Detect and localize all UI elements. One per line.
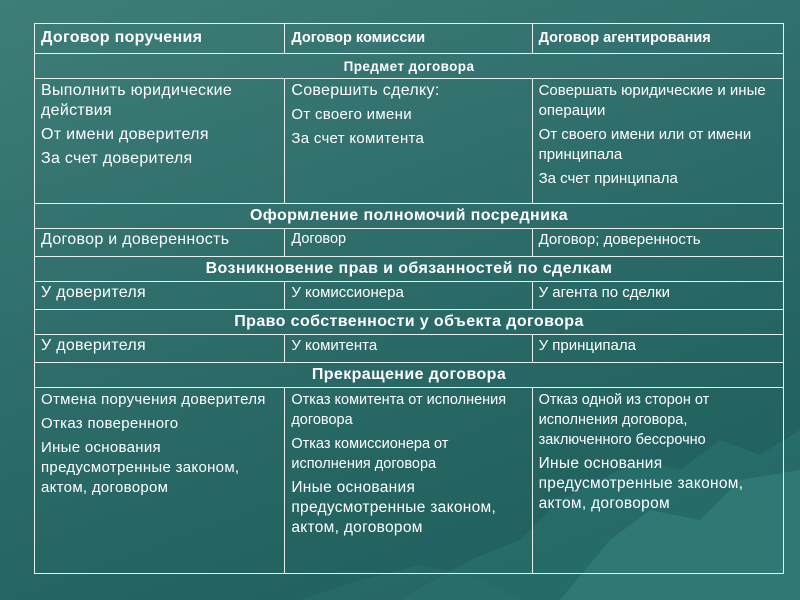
list-item: Выполнить юридические действия bbox=[41, 82, 233, 119]
cell-subject-commission bbox=[285, 79, 532, 204]
header-cell-commission: Договор комиссии bbox=[285, 24, 532, 54]
cell-subject-agent bbox=[532, 79, 783, 204]
list-item: Иные основания предусмотренные законом, актом, договором bbox=[41, 439, 240, 496]
list-item: Отмена поручения доверителя bbox=[41, 391, 266, 408]
section-title-ownership: Право собственности у объекта договора bbox=[35, 310, 784, 335]
row-subject bbox=[35, 79, 784, 204]
cell-rights-agent: У агента по сделки bbox=[532, 282, 783, 310]
cell-ownership-agent: У принципала bbox=[532, 335, 783, 363]
list-item: За счет принципала bbox=[538, 170, 678, 187]
cell-authority-agency: Договор и доверенность bbox=[35, 229, 285, 257]
row-authority bbox=[35, 229, 784, 257]
list-item: За счет комитента bbox=[291, 130, 425, 147]
list-item: От имени доверителя bbox=[41, 126, 209, 143]
cell-subject-agency bbox=[35, 79, 285, 204]
section-title-authority: Оформление полномочий посредника bbox=[35, 204, 784, 229]
list-item: За счет доверителя bbox=[41, 150, 193, 167]
list-item: От своего имени или от имени принципала bbox=[538, 126, 752, 163]
list-item: От своего имени bbox=[291, 106, 412, 123]
cell-ownership-commission: У комитента bbox=[285, 335, 532, 363]
row-ownership bbox=[35, 335, 784, 363]
cell-ownership-agency: У доверителя bbox=[35, 335, 285, 363]
list-item: Отказ одной из сторон от исполнения договора, заключенного бессрочно bbox=[538, 392, 710, 448]
section-row-termination bbox=[35, 363, 784, 388]
list-item: Иные основания предусмотренные законом, актом, договором bbox=[291, 479, 497, 536]
cell-authority-agent: Договор; доверенность bbox=[532, 229, 783, 257]
header-cell-agent: Договор агентирования bbox=[532, 24, 783, 54]
header-cell-agency: Договор поручения bbox=[35, 24, 285, 54]
list-item: Совершить сделку: bbox=[291, 82, 440, 99]
row-rights bbox=[35, 282, 784, 310]
list-item: Иные основания предусмотренные законом, актом, договором bbox=[538, 455, 744, 512]
list-item: Отказ комитента от исполнения договора bbox=[291, 392, 507, 428]
cell-authority-commission: Договор bbox=[285, 229, 532, 257]
section-row-subject bbox=[35, 54, 784, 79]
row-termination bbox=[35, 388, 784, 574]
comparison-table bbox=[34, 23, 784, 574]
list-item: Отказ поверенного bbox=[41, 415, 179, 432]
section-row-authority bbox=[35, 204, 784, 229]
section-row-rights bbox=[35, 257, 784, 282]
cell-rights-agency: У доверителя bbox=[35, 282, 285, 310]
section-title-subject: Предмет договора bbox=[35, 54, 784, 79]
cell-rights-commission: У комиссионера bbox=[285, 282, 532, 310]
cell-termination-commission bbox=[285, 388, 532, 574]
cell-termination-agent bbox=[532, 388, 783, 574]
section-title-rights: Возникновение прав и обязанностей по сделкам bbox=[35, 257, 784, 282]
list-item: Совершать юридические и иные операции bbox=[538, 82, 766, 119]
section-title-termination: Прекращение договора bbox=[35, 363, 784, 388]
header-row bbox=[35, 24, 784, 54]
cell-termination-agency bbox=[35, 388, 285, 574]
section-row-ownership bbox=[35, 310, 784, 335]
list-item: Отказ комиссионера от исполнения договора bbox=[291, 436, 449, 472]
